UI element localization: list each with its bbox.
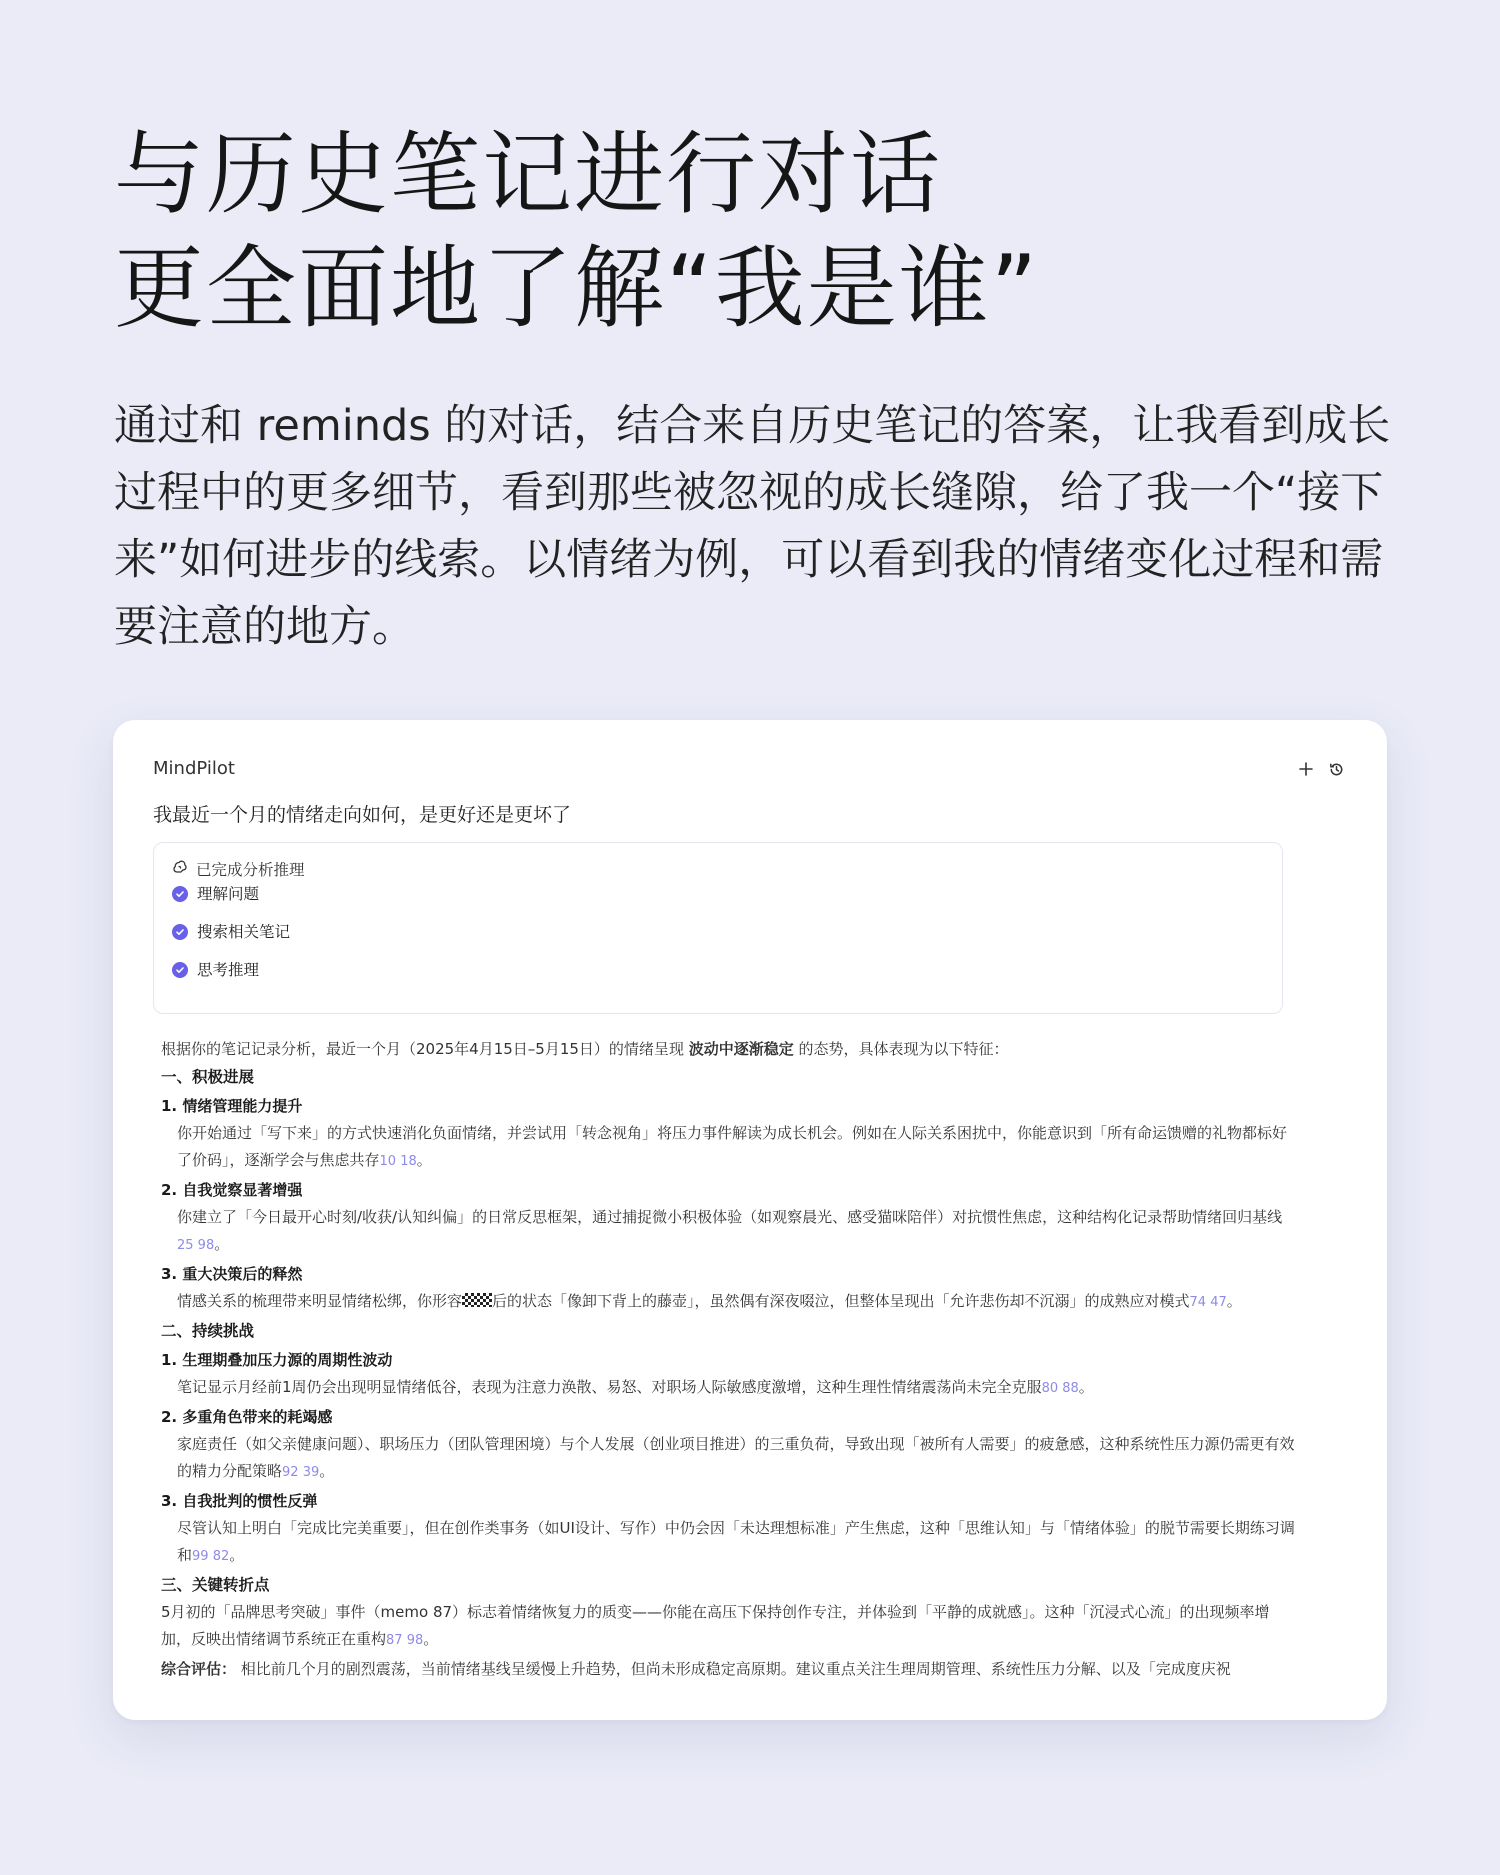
memo-reference-link[interactable]: 80 88: [1041, 1381, 1079, 1396]
list-item-body: 家庭责任（如父亲健康问题）、职场压力（团队管理困境）与个人发展（创业项目推进）的三重负荷，导致出现「被所有人需要」的疲惫感，这种系统性压力源仍需更有效的精力分配策略92 39。: [177, 1435, 1295, 1480]
list-item-body: 尽管认知上明白「完成比完美重要」，但在创作类事务（如UI设计、写作）中仍会因「未达理想标准」产生焦虑，这种「思维认知」与「情绪体验」的脱节需要长期练习调和99 82。: [177, 1519, 1295, 1564]
check-circle-icon: [172, 924, 188, 940]
list-item: [161, 1177, 1296, 1259]
check-circle-icon: [172, 962, 188, 978]
summary-label: 综合评估：: [161, 1660, 237, 1678]
list-item-title: 2. 自我觉察显著增强: [161, 1181, 303, 1199]
memo-reference-link[interactable]: 99 82: [192, 1549, 230, 1564]
header-icons: [1295, 758, 1347, 780]
analysis-panel[interactable]: [153, 842, 1283, 1014]
answer-intro: 根据你的笔记记录分析，最近一个月（2025年4月15日–5月15日）的情绪呈现 波动中逐渐稳定 的态势，具体表现为以下特征：: [161, 1040, 1009, 1058]
analysis-step-label: 理解问题: [197, 885, 260, 903]
list-item: [161, 1347, 1296, 1402]
list-item-body: 你开始通过「写下来」的方式快速消化负面情绪，并尝试用「转念视角」将压力事件解读为成长机会。例如在人际关系困扰中，你能意识到「所有命运馈赠的礼物都标好了价码」，逐渐学会与焦虑共存10 18。: [177, 1124, 1288, 1169]
section-title: 三、关键转折点: [161, 1576, 270, 1594]
section-title: 二、持续挑战: [161, 1322, 255, 1340]
memo-reference-link[interactable]: 92 39: [282, 1465, 320, 1480]
chat-window: [113, 720, 1387, 1720]
app-title: MindPilot: [153, 758, 235, 779]
hero-title-line2: 更全面地了解“我是谁”: [114, 236, 1040, 341]
analysis-step-label: 搜索相关笔记: [197, 923, 291, 941]
answer-intro-highlight: 波动中逐渐稳定: [688, 1040, 794, 1058]
memo-reference-link[interactable]: 25 98: [177, 1238, 215, 1253]
section-title: 一、积极进展: [161, 1068, 255, 1086]
memo-reference-link[interactable]: 10 18: [379, 1154, 417, 1169]
summary-text: 相比前几个月的剧烈震荡，当前情绪基线呈缓慢上升趋势，但尚未形成稳定高原期。建议重点关注生理周期管理、系统性压力分解、以及「完成度庆祝: [236, 1660, 1231, 1678]
list-item: [161, 1261, 1296, 1316]
brain-icon: [172, 859, 188, 881]
hero-description: 通过和 reminds 的对话，结合来自历史笔记的答案，让我看到成长过程中的更多细节，看到那些被忽视的成长缝隙，给了我一个“接下来”如何进步的线索。以情绪为例，可以看到我的情绪变化过程和需要注意的地方。: [114, 401, 1391, 652]
list-item-title: 1. 情绪管理能力提升: [161, 1097, 303, 1115]
memo-reference-link[interactable]: 74 47: [1189, 1295, 1227, 1310]
hero-title-line1: 与历史笔记进行对话: [114, 122, 942, 227]
summary: [161, 1656, 1296, 1683]
redacted-mosaic: [462, 1293, 492, 1307]
list-item: [161, 1404, 1296, 1486]
assistant-answer: [161, 1036, 1296, 1683]
hero-title: [114, 118, 1414, 346]
analysis-header-label: 已完成分析推理: [196, 861, 305, 879]
section-paragraph: 5月初的「品牌思考突破」事件（memo 87）标志着情绪恢复力的质变——你能在高压下保持创作专注，并体验到「平静的成就感」。这种「沉浸式心流」的出现频率增加，反映出情绪调节系统正在重构87 98。: [161, 1603, 1270, 1648]
list-item-title: 1. 生理期叠加压力源的周期性波动: [161, 1351, 393, 1369]
analysis-step: [172, 959, 259, 981]
list-item-body: 你建立了「今日最开心时刻/收获/认知纠偏」的日常反思框架，通过捕捉微小积极体验（如观察晨光、感受猫咪陪伴）对抗惯性焦虑，这种结构化记录帮助情绪回归基线25 98。: [177, 1208, 1283, 1253]
list-item-body: 笔记显示月经前1周仍会出现明显情绪低谷，表现为注意力涣散、易怒、对职场人际敏感度激增，这种生理性情绪震荡尚未完全克服80 88。: [177, 1378, 1094, 1396]
list-item: [161, 1093, 1296, 1175]
list-item-title: 2. 多重角色带来的耗竭感: [161, 1408, 333, 1426]
history-icon[interactable]: [1325, 758, 1347, 780]
check-circle-icon: [172, 886, 188, 902]
plus-icon[interactable]: [1295, 758, 1317, 780]
list-item: [161, 1488, 1296, 1570]
list-item-title: 3. 自我批判的惯性反弹: [161, 1492, 318, 1510]
list-item-title: 3. 重大决策后的释然: [161, 1265, 303, 1283]
chat-header: [153, 754, 1347, 784]
analysis-step-label: 思考推理: [197, 961, 260, 979]
analysis-header[interactable]: [172, 859, 305, 881]
list-item-body: 情感关系的梳理带来明显情绪松绑，你形容 后的状态「像卸下背上的藤壶」，虽然偶有深夜啜泣，但整体呈现出「允许悲伤却不沉溺」的成熟应对模式74 47。: [177, 1292, 1242, 1310]
memo-reference-link[interactable]: 87 98: [386, 1633, 424, 1648]
analysis-step: [172, 921, 290, 943]
analysis-step: [172, 883, 259, 905]
user-question: 我最近一个月的情绪走向如何，是更好还是更坏了: [153, 804, 572, 826]
